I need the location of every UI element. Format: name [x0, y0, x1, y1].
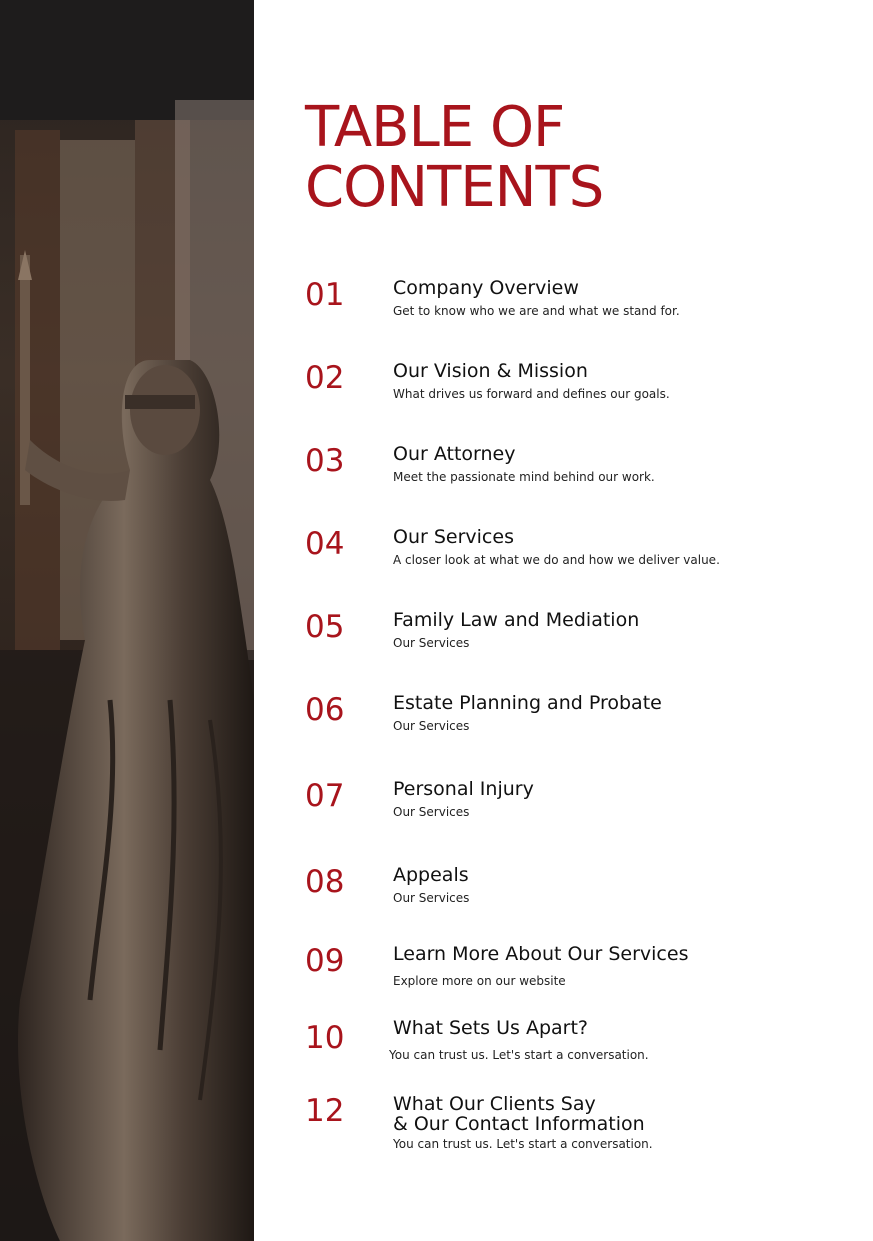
toc-heading: Family Law and Mediation	[393, 609, 640, 631]
page-title-line1: TABLE OF	[305, 95, 565, 160]
toc-number: 01	[305, 277, 345, 313]
toc-heading-line2: & Our Contact Information	[393, 1113, 645, 1135]
toc-number: 05	[305, 609, 345, 645]
toc-heading: Our Services	[393, 526, 514, 548]
lady-justice-illustration	[0, 0, 254, 1241]
toc-subtitle: Meet the passionate mind behind our work.	[393, 470, 655, 484]
toc-heading	[393, 1093, 645, 1136]
toc-number: 10	[305, 1020, 345, 1056]
toc-heading: Our Attorney	[393, 443, 516, 465]
toc-heading: Estate Planning and Probate	[393, 692, 662, 714]
toc-subtitle: A closer look at what we do and how we deliver value.	[393, 553, 720, 567]
toc-subtitle: You can trust us. Let's start a conversation.	[389, 1048, 649, 1062]
toc-heading: Our Vision & Mission	[393, 360, 588, 382]
toc-number: 09	[305, 943, 345, 979]
toc-number: 04	[305, 526, 345, 562]
toc-subtitle: Our Services	[393, 805, 470, 819]
toc-number: 06	[305, 692, 345, 728]
toc-heading: What Sets Us Apart?	[393, 1017, 588, 1039]
toc-subtitle: You can trust us. Let's start a conversation.	[393, 1137, 653, 1151]
toc-number: 12	[305, 1093, 345, 1129]
toc-number: 07	[305, 778, 345, 814]
lady-justice-photo	[0, 0, 254, 1241]
page-title	[305, 95, 604, 220]
toc-heading: Company Overview	[393, 277, 579, 299]
toc-subtitle: Our Services	[393, 891, 470, 905]
toc-subtitle: Explore more on our website	[393, 974, 566, 988]
toc-number: 03	[305, 443, 345, 479]
toc-subtitle: What drives us forward and defines our goals.	[393, 387, 670, 401]
toc-subtitle: Our Services	[393, 719, 470, 733]
toc-heading: Personal Injury	[393, 778, 534, 800]
toc-subtitle: Get to know who we are and what we stand for.	[393, 304, 680, 318]
toc-number: 02	[305, 360, 345, 396]
toc-subtitle: Our Services	[393, 636, 470, 650]
toc-heading: Appeals	[393, 864, 469, 886]
toc-heading-line1: What Our Clients Say	[393, 1093, 596, 1115]
toc-heading: Learn More About Our Services	[393, 943, 689, 965]
toc-number: 08	[305, 864, 345, 900]
page-title-line2: CONTENTS	[305, 155, 604, 220]
